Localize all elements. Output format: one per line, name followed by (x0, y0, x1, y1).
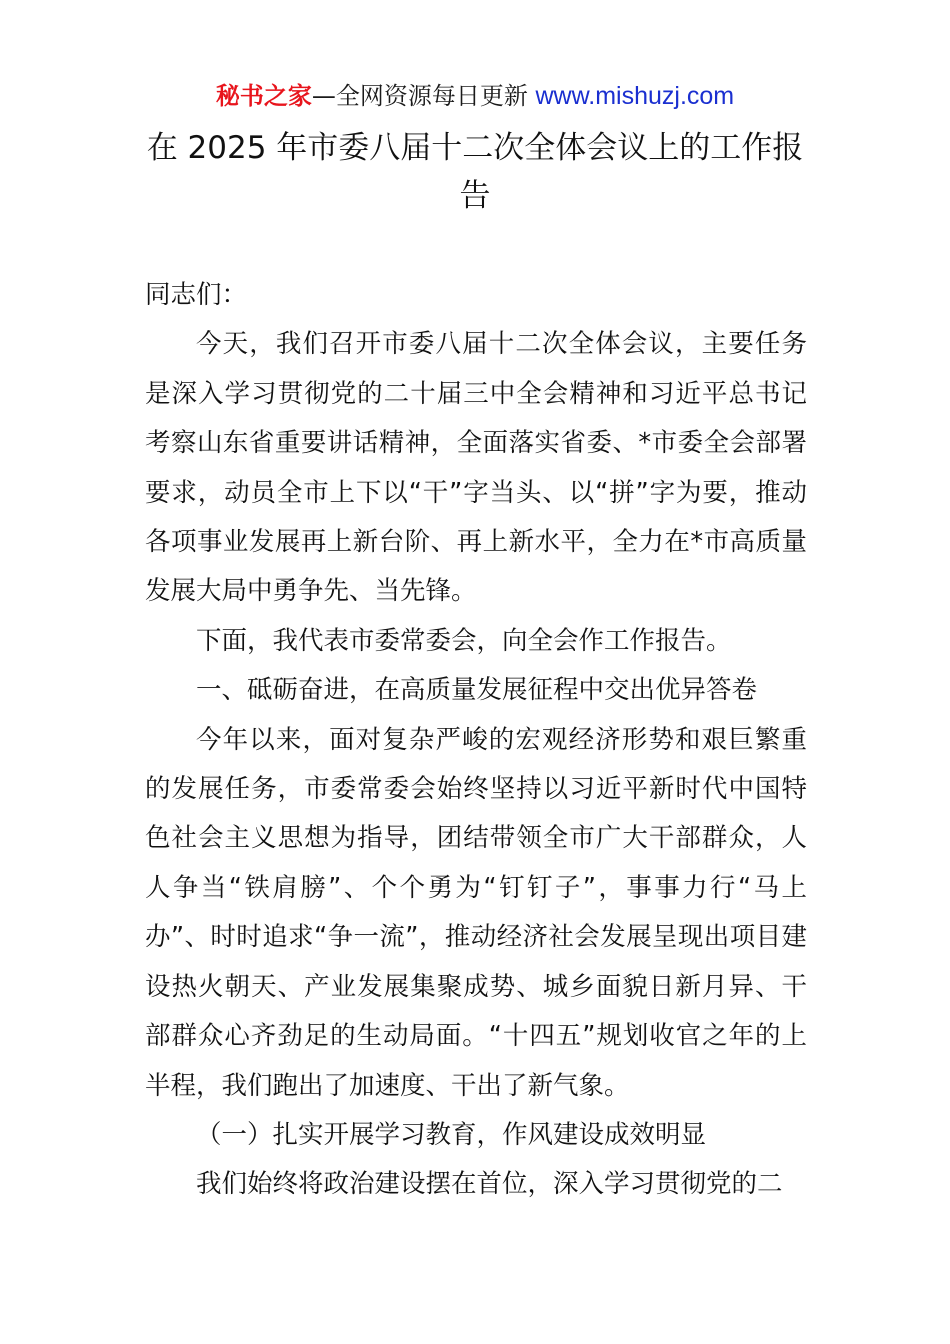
paragraph: 今年以来，面对复杂严峻的宏观经济形势和艰巨繁重的发展任务，市委常委会始终坚持以习近平新时代中国特色社会主义思想为指导，团结带领全市广大干部群众，人人争当“铁肩膀”、个个勇为“钉钉子”，事事力行“马上办”、时时追求“争一流”，推动经济社会发展呈现出项目建设热火朝天、产业发展集聚成势、城乡面貌日新月异、干部群众心齐劲足的生动局面。“十四五”规划收官之年的上半程，我们跑出了加速度、干出了新气象。 (145, 724, 807, 1101)
salutation: 同志们： (145, 280, 248, 310)
paragraph: 我们始终将政治建设摆在首位，深入学习贯彻党的二 (196, 1169, 783, 1200)
site-header (0, 80, 950, 112)
site-url-link[interactable]: www.mishuzj.com (535, 82, 735, 110)
header-tagline: —全网资源每日更新 (311, 82, 536, 110)
document-body (145, 271, 807, 1210)
subsection-heading: （一）扎实开展学习教育，作风建设成效明显 (196, 1119, 707, 1150)
section-heading: 一、砥砺奋进，在高质量发展征程中交出优异答卷 (196, 675, 758, 706)
paragraph: 下面，我代表市委常委会，向全会作工作报告。 (196, 625, 732, 656)
paragraph: 今天，我们召开市委八届十二次全体会议，主要任务是深入学习贯彻党的二十届三中全会精神和习近平总书记考察山东省重要讲话精神，全面落实省委、*市委全会部署要求，动员全市上下以“干”字当头、以“拼”字为要，推动各项事业发展再上新台阶、再上新水平，全力在*市高质量发展大局中勇争先、当先锋。 (145, 329, 807, 607)
document-title: 在 2025 年市委八届十二次全体会议上的工作报告 (146, 130, 804, 214)
brand-name: 秘书之家 (215, 82, 312, 110)
